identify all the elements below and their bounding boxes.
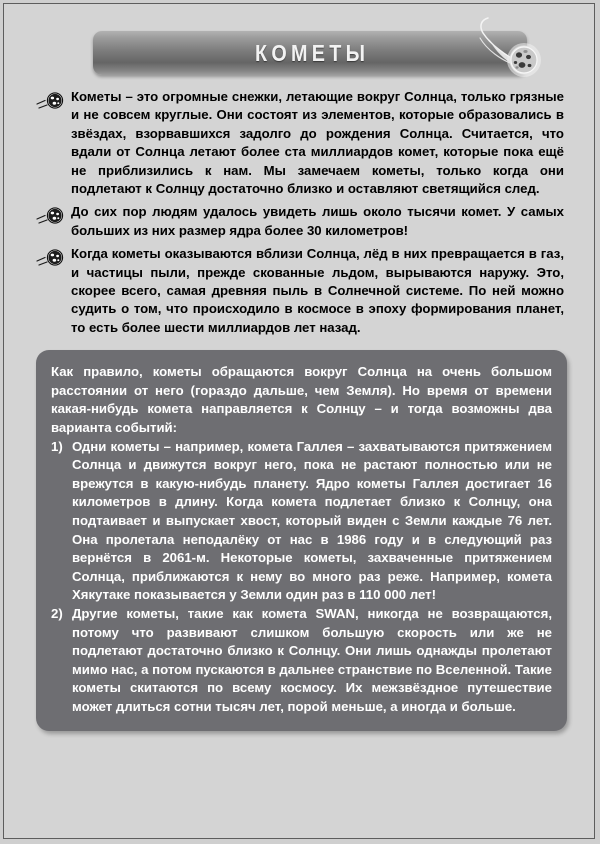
list-item — [36, 203, 564, 240]
page — [3, 3, 595, 839]
bullet-text: Кометы – это огромные снежки, летающие вокруг Солнца, только грязные и не совсем круглые. Они состоят из элементов, которые образовались в звёздах, взорвавшихся задолго до рождения Солнца. Считается, что вдали от Солнца летают более ста миллиардов комет, которые пока ещё не приблизились к нам. Мы замечаем кометы, только когда они подлетают к Солнцу достаточно близко и оставляют светящийся след. — [71, 89, 564, 197]
numbered-item-marker: 2) — [51, 606, 63, 621]
comet-bullet-icon — [36, 91, 66, 111]
page-title: КОМЕТЫ — [254, 39, 370, 66]
comet-bullet-icon — [36, 248, 66, 268]
title-banner-wrapper — [93, 31, 527, 75]
list-item — [36, 245, 564, 337]
numbered-item — [51, 605, 552, 717]
list-item — [36, 88, 564, 198]
numbered-item-text: Одни кометы – например, комета Галлея – захватываются притяжением Солнца и движутся вокруг него, пока не растают полностью или не врежутся в какую-нибудь планету. Ядро кометы Галлея достигает 16 километров в длину. Когда комета подлетает близко к Солнцу, она подтаивает и выпускает хвост, который виден с Земли каждые 76 лет. Она пролетала неподалёку от нас в 1986 году и в следующий раз вернётся в 2061-м. Некоторые кометы, захваченные притяжением Солнца, приближаются к нему во много раз реже. Например, комета Хякутаке показывается у Земли один раз в 110 000 лет! — [72, 438, 552, 603]
bullet-text: Когда кометы оказываются вблизи Солнца, лёд в них превращается в газ, и частицы пыли, прежде скованные льдом, вырываются наружу. Это, скорее всего, самая древняя пыль в Солнечной системе. По ней можно судить о том, что происходило в космосе в эпоху формирования планет, то есть более шести миллиардов лет назад. — [71, 246, 564, 335]
numbered-item-marker: 1) — [51, 438, 63, 454]
numbered-item-text: Другие кометы, такие как комета SWAN, никогда не возвращаются, потому что развивают слишком большую скорость или же не подлетают достаточно близко к Солнцу. Они лишь однажды пролетают мимо нас, а потом пускаются в дальнее странствие по Вселенной. Такие кометы скитаются по всему космосу. Их межзвёздное путешествие может длиться сотни тысяч лет, порой меньше, а иногда и больше. — [72, 606, 552, 714]
comet-bullet-icon — [36, 206, 66, 226]
numbered-item — [51, 438, 552, 605]
title-banner — [93, 31, 527, 75]
info-box-intro: Как правило, кометы обращаются вокруг Солнца на очень большом расстоянии от него (гораздо дальше, чем Земля). Но время от времени какая-нибудь комета направляется к Солнцу – и тогда возможны два варианта событий: — [51, 364, 552, 436]
bullet-list — [36, 88, 564, 337]
bullet-text: До сих пор людям удалось увидеть лишь около тысячи комет. У самых больших из них размер ядра более 30 километров! — [71, 204, 564, 238]
info-box — [36, 350, 567, 730]
